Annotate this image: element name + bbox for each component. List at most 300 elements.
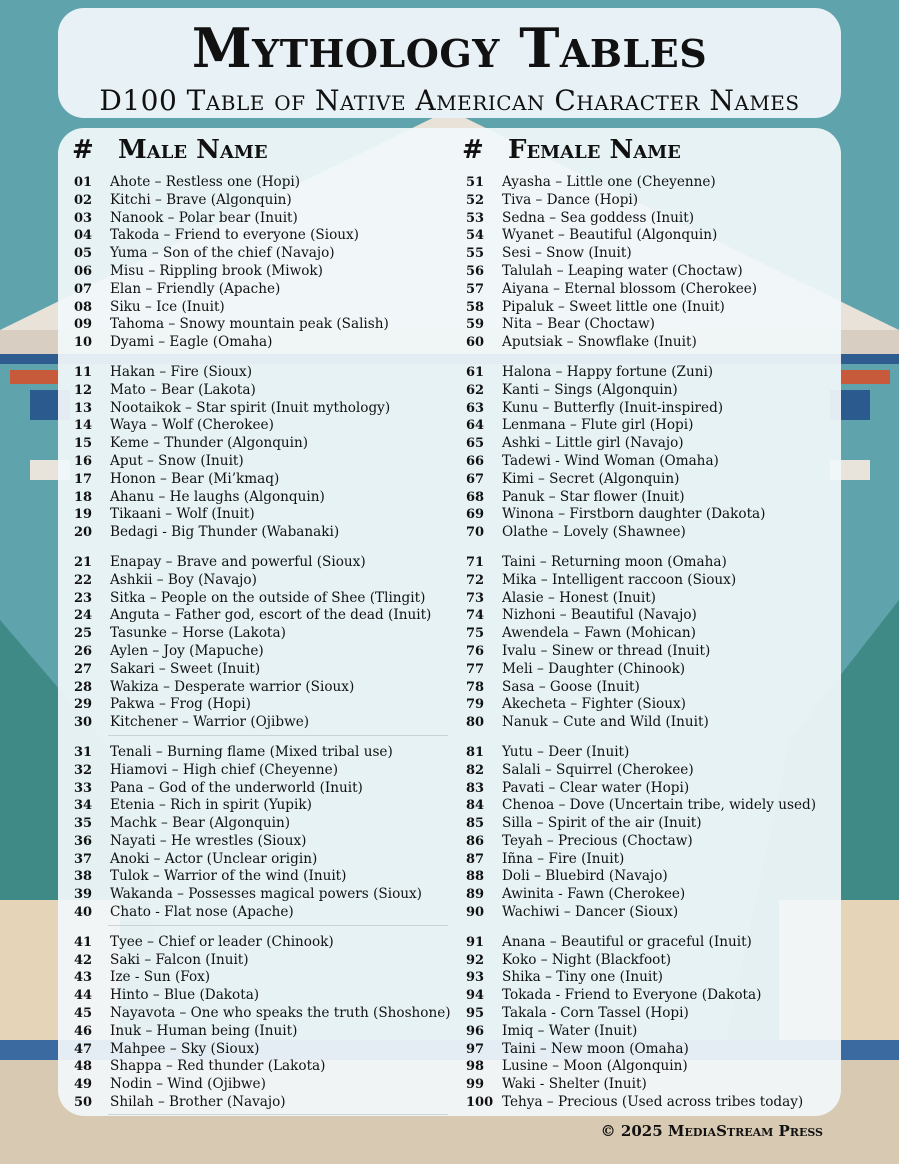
table-row (466, 417, 816, 435)
name-entry: Kunu – Butterfly (Inuit-inspired) (502, 399, 724, 416)
name-entry: Aputsiak – Snowflake (Inuit) (502, 334, 697, 351)
roll-number: 72 (466, 572, 485, 588)
table-row (74, 1058, 451, 1076)
table-row (74, 453, 451, 471)
table-row (466, 886, 816, 904)
name-entry: Awinita - Fawn (Cherokee) (502, 886, 686, 903)
table-row (466, 1005, 816, 1023)
name-group (466, 934, 816, 1112)
table-row (466, 661, 816, 679)
table-row (74, 590, 451, 608)
roll-number: 50 (74, 1095, 93, 1111)
table-row (74, 263, 451, 281)
name-entry: Shilah – Brother (Navajo) (110, 1094, 286, 1111)
table-row (466, 625, 816, 643)
name-entry: Ashkii – Boy (Navajo) (110, 571, 257, 588)
table-row (74, 643, 451, 661)
table-row (74, 1094, 451, 1112)
name-entry: Sedna – Sea goddess (Inuit) (502, 209, 695, 226)
table-row (466, 227, 816, 245)
roll-number: 35 (74, 816, 93, 832)
roll-number: 46 (74, 1023, 93, 1039)
name-entry: Nanuk – Cute and Wild (Inuit) (502, 714, 709, 731)
table-row (74, 554, 451, 572)
name-entry: Kitchi – Brave (Algonquin) (110, 191, 292, 208)
roll-number: 61 (466, 364, 485, 380)
name-entry: Pana – God of the underworld (Inuit) (110, 779, 363, 796)
table-row (74, 1023, 451, 1041)
name-entry: Ahote – Restless one (Hopi) (110, 174, 301, 190)
table-row (74, 780, 451, 798)
table-row (466, 334, 816, 352)
table-row (74, 815, 451, 833)
roll-number: 15 (74, 436, 93, 452)
roll-number: 66 (466, 453, 485, 469)
name-entry: Teyah – Precious (Choctaw) (502, 832, 693, 849)
name-entry: Sesi – Snow (Inuit) (502, 245, 632, 262)
name-entry: Elan – Friendly (Apache) (110, 280, 281, 297)
name-entry: Ivalu – Sinew or thread (Inuit) (502, 642, 711, 659)
name-entry: Nodin – Wind (Ojibwe) (110, 1076, 266, 1093)
roll-number: 95 (466, 1006, 485, 1022)
table-row (74, 661, 451, 679)
divider (108, 925, 448, 926)
roll-number: 55 (466, 246, 485, 262)
name-entry: Winona – Firstborn daughter (Dakota) (502, 506, 766, 523)
female-name-list (466, 174, 816, 1124)
table-row (466, 299, 816, 317)
roll-number: 99 (466, 1077, 485, 1093)
roll-number: 20 (74, 525, 93, 541)
table-row (466, 1094, 816, 1112)
roll-number: 09 (74, 317, 93, 333)
roll-number: 82 (466, 762, 485, 778)
name-group (74, 364, 451, 542)
name-entry: Dyami – Eagle (Omaha) (110, 334, 273, 351)
name-entry: Kitchener – Warrior (Ojibwe) (110, 714, 310, 731)
table-row (74, 400, 451, 418)
name-entry: Ayasha – Little one (Cheyenne) (502, 174, 716, 190)
table-row (74, 364, 451, 382)
roll-number: 73 (466, 590, 485, 606)
table-row (466, 1076, 816, 1094)
table-row (466, 174, 816, 192)
table-row (74, 471, 451, 489)
name-entry: Anana – Beautiful or graceful (Inuit) (502, 933, 752, 950)
roll-number: 44 (74, 988, 93, 1004)
divider (108, 735, 448, 736)
name-entry: Inuk – Human being (Inuit) (110, 1022, 298, 1039)
divider (108, 1114, 448, 1115)
table-row (74, 744, 451, 762)
roll-number: 21 (74, 554, 93, 570)
table-row (74, 952, 451, 970)
name-group (466, 174, 816, 352)
roll-number: 39 (74, 887, 93, 903)
roll-number: 51 (466, 175, 485, 190)
name-entry: Talulah – Leaping water (Choctaw) (502, 262, 743, 279)
name-entry: Aput – Snow (Inuit) (110, 452, 244, 469)
name-entry: Bedagi - Big Thunder (Wabanaki) (110, 524, 340, 541)
roll-number: 94 (466, 988, 485, 1004)
name-entry: Anguta – Father god, escort of the dead (Inuit) (110, 607, 432, 624)
roll-number: 43 (74, 970, 93, 986)
roll-number: 31 (74, 744, 93, 760)
table-row (466, 524, 816, 542)
name-entry: Pipaluk – Sweet little one (Inuit) (502, 298, 725, 315)
table-row (466, 987, 816, 1005)
roll-number: 56 (466, 263, 485, 279)
table-row (466, 797, 816, 815)
roll-number: 17 (74, 471, 93, 487)
name-entry: Panuk – Star flower (Inuit) (502, 488, 685, 505)
roll-number: 05 (74, 246, 93, 262)
name-entry: Sitka – People on the outside of Shee (Tlingit) (110, 589, 426, 606)
female-hash-label: # (462, 135, 484, 165)
table-row (466, 400, 816, 418)
table-row (466, 263, 816, 281)
roll-number: 48 (74, 1059, 93, 1075)
header-banner (58, 8, 841, 118)
table-row (74, 797, 451, 815)
name-entry: Yuma – Son of the chief (Navajo) (110, 245, 335, 262)
name-entry: Siku – Ice (Inuit) (110, 298, 225, 315)
roll-number: 25 (74, 626, 93, 642)
table-row (74, 833, 451, 851)
roll-number: 06 (74, 263, 93, 279)
table-row (74, 987, 451, 1005)
roll-number: 93 (466, 970, 485, 986)
roll-number: 34 (74, 798, 93, 814)
table-row (74, 382, 451, 400)
table-row (74, 524, 451, 542)
roll-number: 01 (74, 175, 93, 190)
roll-number: 92 (466, 952, 485, 968)
roll-number: 67 (466, 471, 485, 487)
table-row (74, 506, 451, 524)
roll-number: 70 (466, 525, 485, 541)
roll-number: 13 (74, 400, 93, 416)
roll-number: 40 (74, 905, 93, 921)
name-entry: Nayati – He wrestles (Sioux) (110, 832, 307, 849)
table-row (466, 471, 816, 489)
table-row (466, 815, 816, 833)
name-group (74, 744, 451, 922)
roll-number: 85 (466, 816, 485, 832)
table-row (74, 868, 451, 886)
name-entry: Waki - Shelter (Inuit) (502, 1076, 647, 1093)
roll-number: 30 (74, 715, 93, 731)
name-entry: Nita – Bear (Choctaw) (502, 316, 655, 333)
name-entry: Kimi – Secret (Algonquin) (502, 470, 680, 487)
roll-number: 36 (74, 833, 93, 849)
roll-number: 98 (466, 1059, 485, 1075)
male-hash-label: # (72, 135, 94, 165)
name-entry: Silla – Spirit of the air (Inuit) (502, 815, 702, 832)
roll-number: 58 (466, 299, 485, 315)
roll-number: 88 (466, 869, 485, 885)
male-title-label: Male Name (118, 135, 268, 165)
table-row (74, 299, 451, 317)
name-entry: Tulok – Warrior of the wind (Inuit) (110, 868, 347, 885)
table-row (74, 417, 451, 435)
table-row (466, 210, 816, 228)
female-column-header (462, 132, 681, 168)
table-row (466, 607, 816, 625)
name-group (466, 364, 816, 542)
name-entry: Wakanda – Possesses magical powers (Sioux) (110, 886, 422, 903)
male-column-header (72, 132, 268, 168)
roll-number: 96 (466, 1023, 485, 1039)
table-row (74, 851, 451, 869)
roll-number: 89 (466, 887, 485, 903)
roll-number: 90 (466, 905, 485, 921)
name-entry: Ahanu – He laughs (Algonquin) (110, 488, 325, 505)
roll-number: 38 (74, 869, 93, 885)
name-entry: Pavati – Clear water (Hopi) (502, 779, 690, 796)
roll-number: 26 (74, 643, 93, 659)
name-entry: Shappa – Red thunder (Lakota) (110, 1058, 326, 1075)
name-entry: Koko – Night (Blackfoot) (502, 951, 672, 968)
table-row (74, 572, 451, 590)
roll-number: 19 (74, 507, 93, 523)
copyright-notice: © 2025 MediaStream Press (600, 1122, 823, 1140)
table-row (466, 744, 816, 762)
table-row (74, 679, 451, 697)
name-entry: Taini – New moon (Omaha) (502, 1040, 689, 1057)
name-entry: Taini – Returning moon (Omaha) (502, 553, 727, 570)
table-row (74, 210, 451, 228)
table-row (74, 904, 451, 922)
name-entry: Takoda – Friend to everyone (Sioux) (110, 227, 359, 244)
roll-number: 54 (466, 228, 485, 244)
name-entry: Salali – Squirrel (Cherokee) (502, 761, 694, 778)
name-entry: Akecheta – Fighter (Sioux) (502, 696, 686, 713)
roll-number: 60 (466, 335, 485, 351)
table-row (74, 969, 451, 987)
roll-number: 69 (466, 507, 485, 523)
roll-number: 49 (74, 1077, 93, 1093)
roll-number: 22 (74, 572, 93, 588)
table-row (466, 489, 816, 507)
table-row (466, 590, 816, 608)
table-row (466, 1058, 816, 1076)
table-row (74, 1076, 451, 1094)
name-entry: Awendela – Fawn (Mohican) (502, 625, 696, 642)
roll-number: 04 (74, 228, 93, 244)
name-entry: Tahoma – Snowy mountain peak (Salish) (110, 316, 389, 333)
female-title-label: Female Name (508, 135, 681, 165)
roll-number: 71 (466, 554, 485, 570)
roll-number: 16 (74, 453, 93, 469)
table-row (466, 364, 816, 382)
name-entry: Tehya – Precious (Used across tribes today) (502, 1094, 804, 1111)
roll-number: 84 (466, 798, 485, 814)
name-entry: Nootaikok – Star spirit (Inuit mythology) (110, 399, 391, 416)
roll-number: 52 (466, 192, 485, 208)
table-row (466, 506, 816, 524)
roll-number: 63 (466, 400, 485, 416)
table-row (74, 934, 451, 952)
table-row (74, 886, 451, 904)
table-row (466, 934, 816, 952)
name-entry: Alasie – Honest (Inuit) (502, 589, 656, 606)
table-row (74, 696, 451, 714)
table-row (466, 382, 816, 400)
table-row (466, 696, 816, 714)
name-entry: Kanti – Sings (Algonquin) (502, 381, 678, 398)
name-entry: Aylen – Joy (Mapuche) (110, 642, 264, 659)
roll-number: 11 (74, 364, 93, 380)
name-group (466, 744, 816, 922)
roll-number: 23 (74, 590, 93, 606)
roll-number: 78 (466, 679, 485, 695)
table-row (466, 435, 816, 453)
table-row (74, 489, 451, 507)
table-row (466, 554, 816, 572)
table-row (466, 714, 816, 732)
name-entry: Honon – Bear (Mi’kmaq) (110, 470, 280, 487)
roll-number: 07 (74, 281, 93, 297)
table-row (74, 607, 451, 625)
roll-number: 10 (74, 335, 93, 351)
roll-number: 65 (466, 436, 485, 452)
name-group (466, 554, 816, 732)
name-entry: Wakiza – Desperate warrior (Sioux) (110, 678, 355, 695)
name-entry: Mato – Bear (Lakota) (110, 381, 256, 398)
roll-number: 76 (466, 643, 485, 659)
roll-number: 03 (74, 210, 93, 226)
table-row (466, 762, 816, 780)
roll-number: 29 (74, 697, 93, 713)
name-entry: Misu – Rippling brook (Miwok) (110, 262, 323, 279)
roll-number: 41 (74, 934, 93, 950)
roll-number: 33 (74, 780, 93, 796)
name-entry: Enapay – Brave and powerful (Sioux) (110, 553, 366, 570)
roll-number: 14 (74, 418, 93, 434)
name-group (74, 174, 451, 352)
roll-number: 08 (74, 299, 93, 315)
table-row (466, 192, 816, 210)
name-entry: Waya – Wolf (Cherokee) (110, 417, 274, 434)
roll-number: 53 (466, 210, 485, 226)
roll-number: 02 (74, 192, 93, 208)
roll-number: 80 (466, 715, 485, 731)
name-entry: Tiva – Dance (Hopi) (502, 191, 639, 208)
table-row (74, 192, 451, 210)
name-entry: Saki – Falcon (Inuit) (110, 951, 249, 968)
name-entry: Nizhoni – Beautiful (Navajo) (502, 607, 697, 624)
name-entry: Shika – Tiny one (Inuit) (502, 969, 663, 986)
table-row (74, 1005, 451, 1023)
name-entry: Sasa – Goose (Inuit) (502, 678, 640, 695)
table-row (74, 316, 451, 334)
name-entry: Olathe – Lovely (Shawnee) (502, 524, 686, 541)
roll-number: 37 (74, 851, 93, 867)
roll-number: 64 (466, 418, 485, 434)
name-entry: Sakari – Sweet (Inuit) (110, 660, 261, 677)
name-entry: Tikaani – Wolf (Inuit) (110, 506, 255, 523)
name-entry: Hinto – Blue (Dakota) (110, 987, 260, 1004)
table-row (466, 281, 816, 299)
table-row (74, 1041, 451, 1059)
name-entry: Ashki – Little girl (Navajo) (502, 435, 684, 452)
name-entry: Hiamovi – High chief (Cheyenne) (110, 761, 339, 778)
page-subtitle: D100 Table of Native American Character Names (99, 84, 800, 117)
table-row (74, 227, 451, 245)
name-entry: Chenoa – Dove (Uncertain tribe, widely used) (502, 797, 817, 814)
name-entry: Chato - Flat nose (Apache) (110, 904, 294, 921)
name-entry: Wyanet – Beautiful (Algonquin) (502, 227, 718, 244)
roll-number: 32 (74, 762, 93, 778)
name-entry: Yutu – Deer (Inuit) (502, 743, 630, 760)
roll-number: 68 (466, 489, 485, 505)
name-entry: Mahpee – Sky (Sioux) (110, 1040, 260, 1057)
roll-number: 81 (466, 744, 485, 760)
roll-number: 28 (74, 679, 93, 695)
roll-number: 75 (466, 626, 485, 642)
table-row (74, 714, 451, 732)
roll-number: 59 (466, 317, 485, 333)
male-name-list (74, 174, 451, 1124)
name-entry: Machk – Bear (Algonquin) (110, 815, 290, 832)
table-row (74, 281, 451, 299)
table-row (74, 762, 451, 780)
roll-number: 97 (466, 1041, 485, 1057)
name-entry: Nanook – Polar bear (Inuit) (110, 209, 298, 226)
roll-number: 12 (74, 382, 93, 398)
name-entry: Etenia – Rich in spirit (Yupik) (110, 797, 312, 814)
name-entry: Takala - Corn Tassel (Hopi) (502, 1005, 689, 1022)
roll-number: 18 (74, 489, 93, 505)
name-entry: Ize - Sun (Fox) (110, 969, 211, 986)
roll-number: 47 (74, 1041, 93, 1057)
table-row (466, 851, 816, 869)
name-entry: Imiq – Water (Inuit) (502, 1022, 638, 1039)
table-row (74, 174, 451, 192)
roll-number: 87 (466, 851, 485, 867)
name-entry: Aiyana – Eternal blossom (Cherokee) (502, 280, 758, 297)
table-row (466, 316, 816, 334)
name-entry: Tasunke – Horse (Lakota) (110, 625, 286, 642)
roll-number: 91 (466, 934, 485, 950)
name-entry: Keme – Thunder (Algonquin) (110, 435, 309, 452)
table-row (466, 1041, 816, 1059)
roll-number: 77 (466, 661, 485, 677)
table-row (466, 643, 816, 661)
roll-number: 42 (74, 952, 93, 968)
name-entry: Lenmana – Flute girl (Hopi) (502, 417, 694, 434)
name-entry: Doli – Bluebird (Navajo) (502, 868, 668, 885)
name-group (74, 934, 451, 1112)
table-row (466, 780, 816, 798)
name-entry: Iñna – Fire (Inuit) (502, 850, 625, 867)
name-entry: Halona – Happy fortune (Zuni) (502, 363, 714, 380)
name-entry: Tenali – Burning flame (Mixed tribal use) (110, 743, 393, 760)
table-row (74, 435, 451, 453)
name-entry: Hakan – Fire (Sioux) (110, 363, 253, 380)
table-row (466, 868, 816, 886)
name-entry: Lusine – Moon (Algonquin) (502, 1058, 688, 1075)
roll-number: 24 (74, 608, 93, 624)
roll-number: 27 (74, 661, 93, 677)
name-entry: Meli – Daughter (Chinook) (502, 660, 686, 677)
table-row (466, 1023, 816, 1041)
table-row (466, 453, 816, 471)
roll-number: 45 (74, 1006, 93, 1022)
roll-number: 79 (466, 697, 485, 713)
table-row (466, 833, 816, 851)
